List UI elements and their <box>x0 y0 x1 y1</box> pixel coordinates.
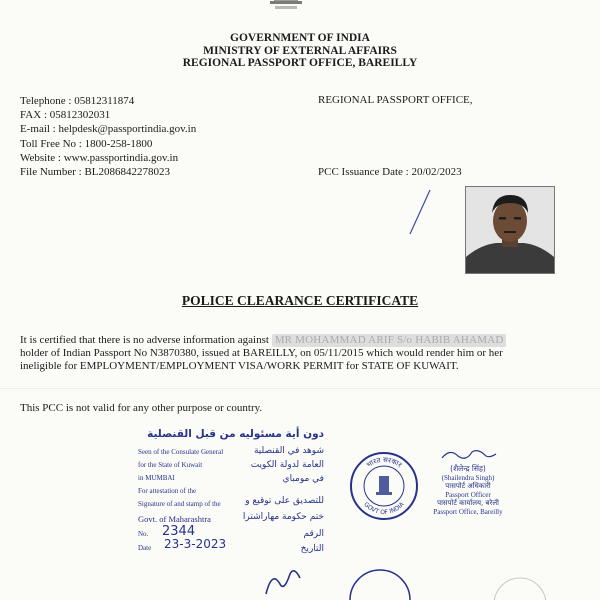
officer-hindi-title: पासपोर्ट अधिकारी <box>445 482 491 490</box>
document-header <box>0 32 600 70</box>
consulate-arabic-3: في مومباي <box>282 474 324 484</box>
consulate-line-2: for the State of Kuwait <box>138 461 203 469</box>
officer-name: (Shailendra Singh) <box>441 474 495 482</box>
validity-note: This PCC is not valid for any other purpose or country. <box>20 402 263 414</box>
officer-office: Passport Office, Bareilly <box>433 508 503 516</box>
seal-top-text: भारत सरकार <box>365 455 404 470</box>
consulate-line-3: in MUMBAI <box>138 474 175 482</box>
passport-office-seal <box>348 450 420 522</box>
consulate-no-value: 2344 <box>162 524 196 539</box>
passport-officer-block <box>418 448 518 528</box>
applicant-photo <box>465 186 555 274</box>
office-name: REGIONAL PASSPORT OFFICE, <box>318 94 473 106</box>
bottom-signature-icon <box>266 571 300 594</box>
seal-bottom-text: GOVT OF INDIA <box>362 500 406 517</box>
consulate-arabic-5: ختم حكومة مهاراشترا <box>242 512 324 522</box>
officer-hindi-office: पासपोर्ट कार्यालय, बरेली <box>437 499 499 507</box>
issuance-date: PCC Issuance Date : 20/02/2023 <box>318 166 462 178</box>
paper-crease <box>0 388 600 389</box>
certificate-body <box>20 334 590 373</box>
certificate-title-text: POLICE CLEARANCE CERTIFICATE <box>181 293 419 308</box>
file-number: File Number : BL2086842278023 <box>20 166 171 178</box>
faint-seal-icon <box>494 578 546 600</box>
header-line-1: GOVERNMENT OF INDIA <box>230 32 370 44</box>
consulate-line-4: For attestation of the <box>138 487 197 495</box>
header-line-2: MINISTRY OF EXTERNAL AFFAIRS <box>203 44 397 57</box>
toll-free: Toll Free No : 1800-258-1800 <box>20 137 153 150</box>
consulate-arabic-1: شوهد في القنصلية <box>253 446 324 456</box>
website: Website : www.passportindia.gov.in <box>20 151 179 164</box>
consulate-line-1: Seen of the Consulate General <box>138 448 224 456</box>
consulate-arabic-title: دون أية مسئوليه من قبل القنصلية <box>147 428 324 440</box>
consulate-arabic-2: العامة لدولة الكويت <box>250 460 324 470</box>
bottom-seal-arc-icon <box>350 570 410 600</box>
officer-hindi-name: (शैलेन्द्र सिंह) <box>450 464 486 473</box>
certificate-line-2: holder of Indian Passport No N3870380, issued at BAREILLY, on 05/11/2015 which would render him or her <box>20 347 503 359</box>
consulate-arabic-4: للتصديق على توقيع و <box>245 496 324 506</box>
certificate-line-1 <box>20 334 590 347</box>
consulate-line-6: Govt. of Maharashtra <box>138 514 211 524</box>
redacted-applicant-name: MR MOHAMMAD ARIF S/o HABIB AHAMAD <box>272 334 507 347</box>
contact-block <box>20 94 196 165</box>
consulate-date-label: Date <box>138 544 152 552</box>
header-line-3: REGIONAL PASSPORT OFFICE, BAREILLY <box>182 57 418 69</box>
officer-signature-icon <box>438 448 498 462</box>
officer-title: Passport Officer <box>445 491 491 499</box>
pen-stroke-mark <box>404 188 434 238</box>
email: E-mail : helpdesk@passportindia.gov.in <box>20 123 197 136</box>
consulate-no-label: No. <box>138 530 149 538</box>
consulate-date-value: 23-3-2023 <box>164 537 227 551</box>
consulate-attestation-stamp <box>138 426 328 562</box>
consulate-line-5: Signature of and stamp of the <box>138 500 221 508</box>
consulate-arabic-date: التاريخ <box>300 544 324 554</box>
certificate-title <box>0 293 600 309</box>
telephone: Telephone : 05812311874 <box>20 95 135 107</box>
certificate-line-3: ineligible for EMPLOYMENT/EMPLOYMENT VISA/WORK PERMIT for STATE OF KUWAIT. <box>20 360 459 372</box>
fax: FAX : 05812302031 <box>20 109 111 122</box>
national-emblem-icon <box>266 0 306 14</box>
certificate-text-pre: It is certified that there is no adverse information against <box>20 334 272 346</box>
applicant-photo-image <box>466 187 554 273</box>
consulate-arabic-no: الرقم <box>303 529 324 539</box>
bottom-stamp-marks <box>250 560 570 600</box>
